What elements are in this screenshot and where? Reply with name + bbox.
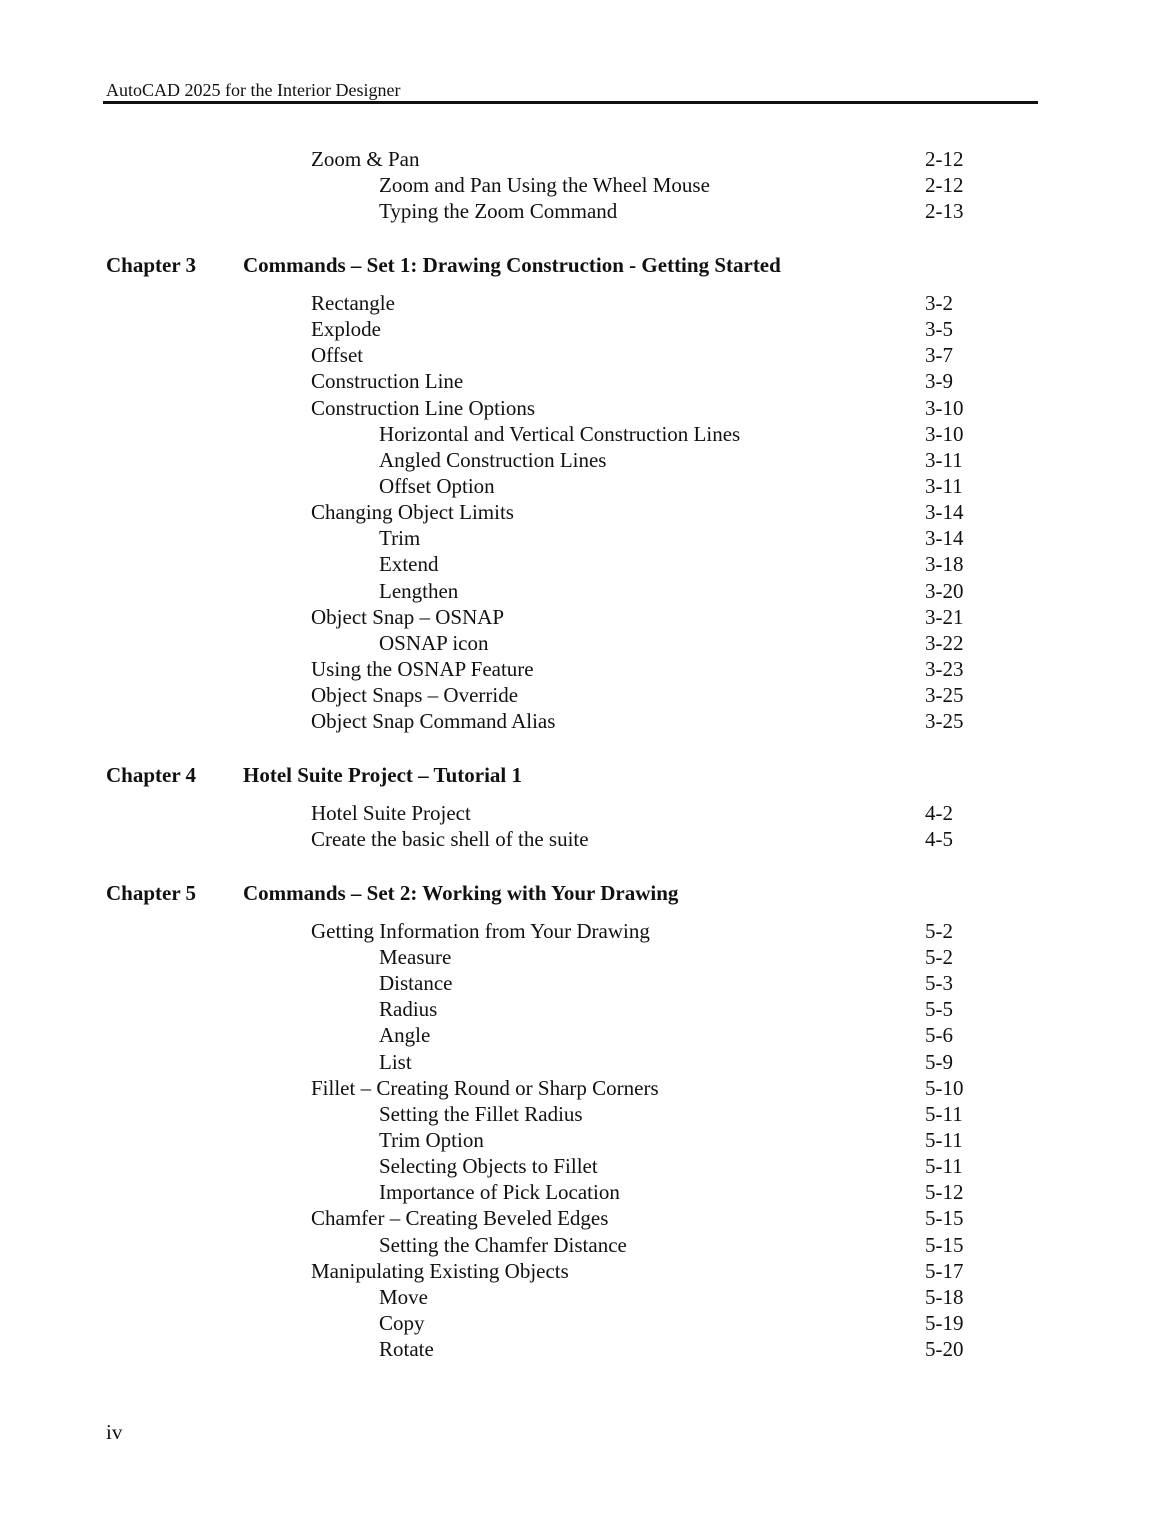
entry-page-number: 3-7 [925, 343, 953, 368]
entry-title: Distance [379, 971, 453, 996]
entry-page-number: 5-20 [925, 1337, 964, 1362]
chapter-title: Hotel Suite Project – Tutorial 1 [243, 763, 522, 787]
entry-title: Angle [379, 1023, 431, 1048]
entry-page-number: 3-22 [925, 630, 964, 655]
entry-page-number: 3-25 [925, 683, 964, 708]
entry-title: Construction Line Options [311, 395, 535, 420]
chapter-title: Commands – Set 2: Working with Your Drawing [243, 880, 679, 905]
entry-page-number: 3-9 [925, 369, 953, 394]
entry-title: Create the basic shell of the suite [311, 827, 589, 852]
entry-title: Rotate [379, 1337, 434, 1362]
entry-page-number: 3-21 [925, 604, 964, 629]
footer-page-number: iv [106, 1420, 123, 1444]
entry-page-number: 2-13 [925, 199, 964, 224]
entry-page-number: 5-18 [925, 1284, 964, 1309]
entry-page-number: 3-25 [925, 709, 964, 734]
entry-page-number: 3-10 [925, 395, 964, 420]
entry-title: Using the OSNAP Feature [311, 657, 534, 682]
entry-title: Zoom and Pan Using the Wheel Mouse [379, 173, 710, 198]
entry-page-number: 5-17 [925, 1258, 964, 1283]
entry-title: Offset Option [379, 474, 495, 498]
entry-title: Changing Object Limits [311, 500, 514, 525]
entry-title: Chamfer – Creating Beveled Edges [311, 1206, 609, 1231]
entry-page-number: 5-19 [925, 1311, 964, 1336]
entry-page-number: 4-5 [925, 827, 953, 852]
entry-title: Object Snaps – Override [311, 683, 519, 708]
entry-page-number: 5-9 [925, 1049, 953, 1074]
entry-page-number: 5-11 [925, 1154, 963, 1179]
entry-page-number: 3-14 [925, 526, 964, 551]
entry-page-number: 3-10 [925, 421, 964, 446]
header-rule [103, 101, 1038, 104]
entry-title: Setting the Fillet Radius [379, 1101, 583, 1126]
entry-title: OSNAP icon [379, 630, 489, 655]
entry-page-number: 4-2 [925, 801, 953, 825]
entry-title: Trim [379, 526, 421, 551]
entry-page-number: 5-2 [925, 918, 953, 943]
entry-title: Zoom & Pan [311, 147, 420, 171]
entry-title: Horizontal and Vertical Construction Lines [379, 421, 741, 446]
chapter-label: Chapter 4 [106, 763, 197, 787]
entry-title: Radius [379, 997, 438, 1022]
entry-title: Typing the Zoom Command [379, 199, 618, 224]
entry-title: Importance of Pick Location [379, 1180, 620, 1205]
entry-page-number: 5-6 [925, 1023, 953, 1048]
entry-page-number: 5-15 [925, 1206, 964, 1231]
chapter-title: Commands – Set 1: Drawing Construction - Getting Started [243, 252, 781, 277]
entry-title: Object Snap Command Alias [311, 709, 556, 734]
entry-title: Getting Information from Your Drawing [311, 918, 650, 943]
entry-page-number: 5-2 [925, 944, 953, 969]
entry-page-number: 3-11 [925, 474, 963, 498]
entry-page-number: 3-20 [925, 578, 964, 603]
chapter-label: Chapter 3 [106, 252, 197, 277]
entry-title: Fillet – Creating Round or Sharp Corners [311, 1075, 659, 1100]
entry-page-number: 5-12 [925, 1180, 964, 1205]
entry-page-number: 5-5 [925, 997, 953, 1022]
entry-title: Explode [311, 317, 381, 342]
entry-page-number: 5-11 [925, 1101, 963, 1126]
entry-page-number: 5-10 [925, 1075, 964, 1100]
entry-page-number: 3-14 [925, 500, 964, 525]
entry-page-number: 5-15 [925, 1232, 964, 1257]
chapter-label: Chapter 5 [106, 880, 197, 905]
entry-page-number: 3-23 [925, 657, 964, 682]
entry-title: Extend [379, 552, 439, 577]
entry-page-number: 3-2 [925, 290, 953, 315]
entry-page-number: 3-11 [925, 447, 963, 472]
entry-title: Selecting Objects to Fillet [379, 1154, 598, 1179]
entry-title: Hotel Suite Project [311, 801, 471, 825]
entry-page-number: 5-11 [925, 1128, 963, 1152]
entry-page-number: 3-5 [925, 317, 953, 342]
entry-title: List [379, 1049, 412, 1074]
entry-title: Offset [311, 343, 364, 368]
entry-title: Manipulating Existing Objects [311, 1258, 569, 1283]
entry-title: Trim Option [379, 1128, 484, 1152]
entry-title: Rectangle [311, 290, 395, 315]
entry-page-number: 2-12 [925, 173, 964, 198]
entry-title: Move [379, 1284, 428, 1309]
header-title: AutoCAD 2025 for the Interior Designer [106, 80, 401, 100]
entry-page-number: 5-3 [925, 971, 953, 996]
entry-title: Lengthen [379, 578, 459, 603]
entry-title: Measure [379, 944, 452, 969]
entry-title: Angled Construction Lines [379, 447, 607, 472]
entry-page-number: 3-18 [925, 552, 964, 577]
entry-title: Setting the Chamfer Distance [379, 1232, 627, 1257]
entry-title: Construction Line [311, 369, 464, 394]
entry-title: Object Snap – OSNAP [311, 604, 505, 629]
entry-page-number: 2-12 [925, 147, 964, 171]
entry-title: Copy [379, 1311, 425, 1336]
